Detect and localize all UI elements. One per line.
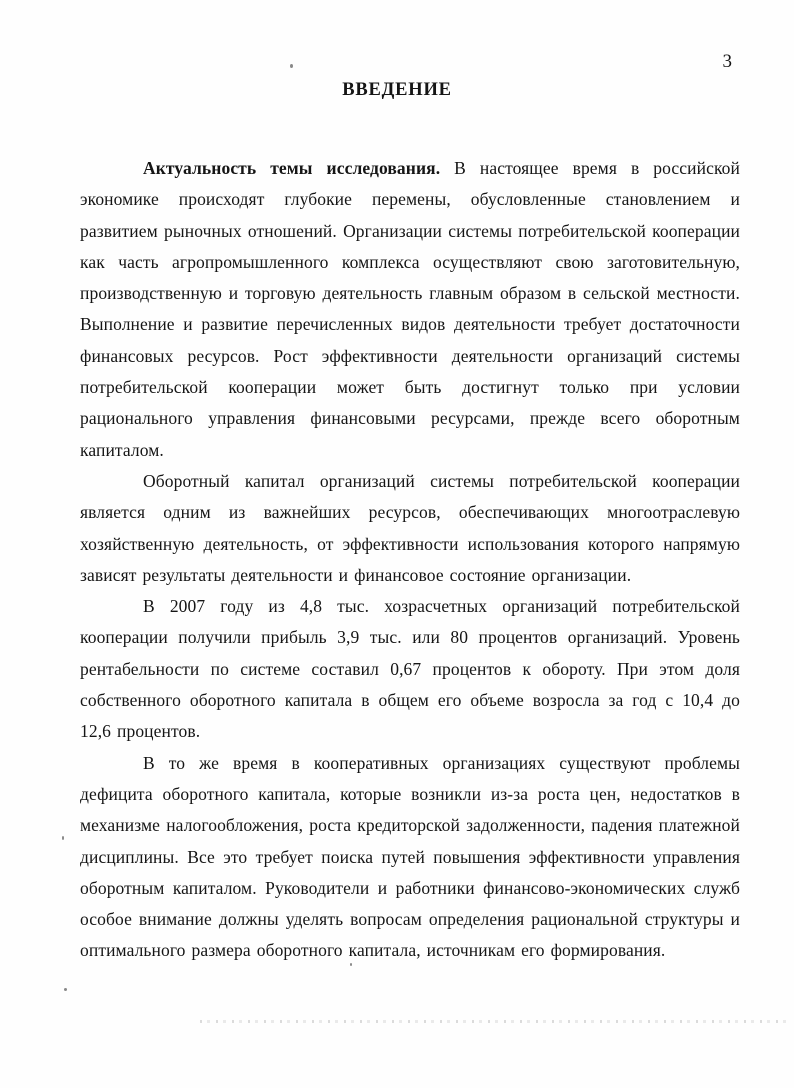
page-title: ВВЕДЕНИЕ [342, 80, 452, 100]
paragraph-lead: Актуальность темы исследования. [143, 158, 441, 178]
paragraph [80, 153, 740, 466]
paragraph [80, 748, 740, 967]
paragraph-text: В 2007 году из 4,8 тыс. хозрасчетных организаций потребительской кооперации получили прибыль 3,9 тыс. или 80 процентов организаций. Уровень рентабельности по системе составил 0,67 процентов к обороту. При этом доля собственного оборотного капитала в общем его объеме возросла за год с 10,4 до 12,6 процентов. [80, 596, 740, 742]
document-body [80, 153, 740, 967]
page-number: 3 [722, 51, 732, 72]
paragraph-text: В настоящее время в российской экономике происходят глубокие перемены, обусловленные становлением и развитием рыночных отношений. Организации системы потребительской кооперации как часть агропромышленного комплекса осуществляют свою заготовительную, производственную и торговую деятельность главным образом в сельской местности. Выполнение и развитие перечисленных видов деятельности требует достаточности финансовых ресурсов. Рост эффективности деятельности организаций системы потребительской кооперации может быть достигнут только при условии рационального управления финансовыми ресурсами, прежде всего оборотным капиталом. [80, 158, 740, 460]
paragraph-text: Оборотный капитал организаций системы потребительской кооперации является одним из важнейших ресурсов, обеспечивающих многоотраслевую хозяйственную деятельность, от эффективности использования которого напрямую зависят результаты деятельности и финансовое состояние организации. [80, 470, 740, 585]
scan-noise-band [200, 1020, 788, 1023]
scan-speck [350, 963, 352, 966]
scan-speck [290, 64, 293, 68]
scan-speck [64, 988, 67, 991]
scan-speck [62, 836, 64, 840]
paragraph-text: В то же время в кооперативных организациях существуют проблемы дефицита оборотного капитала, которые возникли из-за роста цен, недостатков в механизме налогообложения, роста кредиторской задолженности, падения платежной дисциплины. Все это требует поиска путей повышения эффективности управления оборотным капиталом. Руководители и работники финансово-экономических служб особое внимание должны уделять вопросам определения рациональной структуры и оптимального размера оборотного капитала, источникам его формирования. [80, 752, 740, 961]
paragraph [80, 591, 740, 747]
paragraph [80, 466, 740, 591]
